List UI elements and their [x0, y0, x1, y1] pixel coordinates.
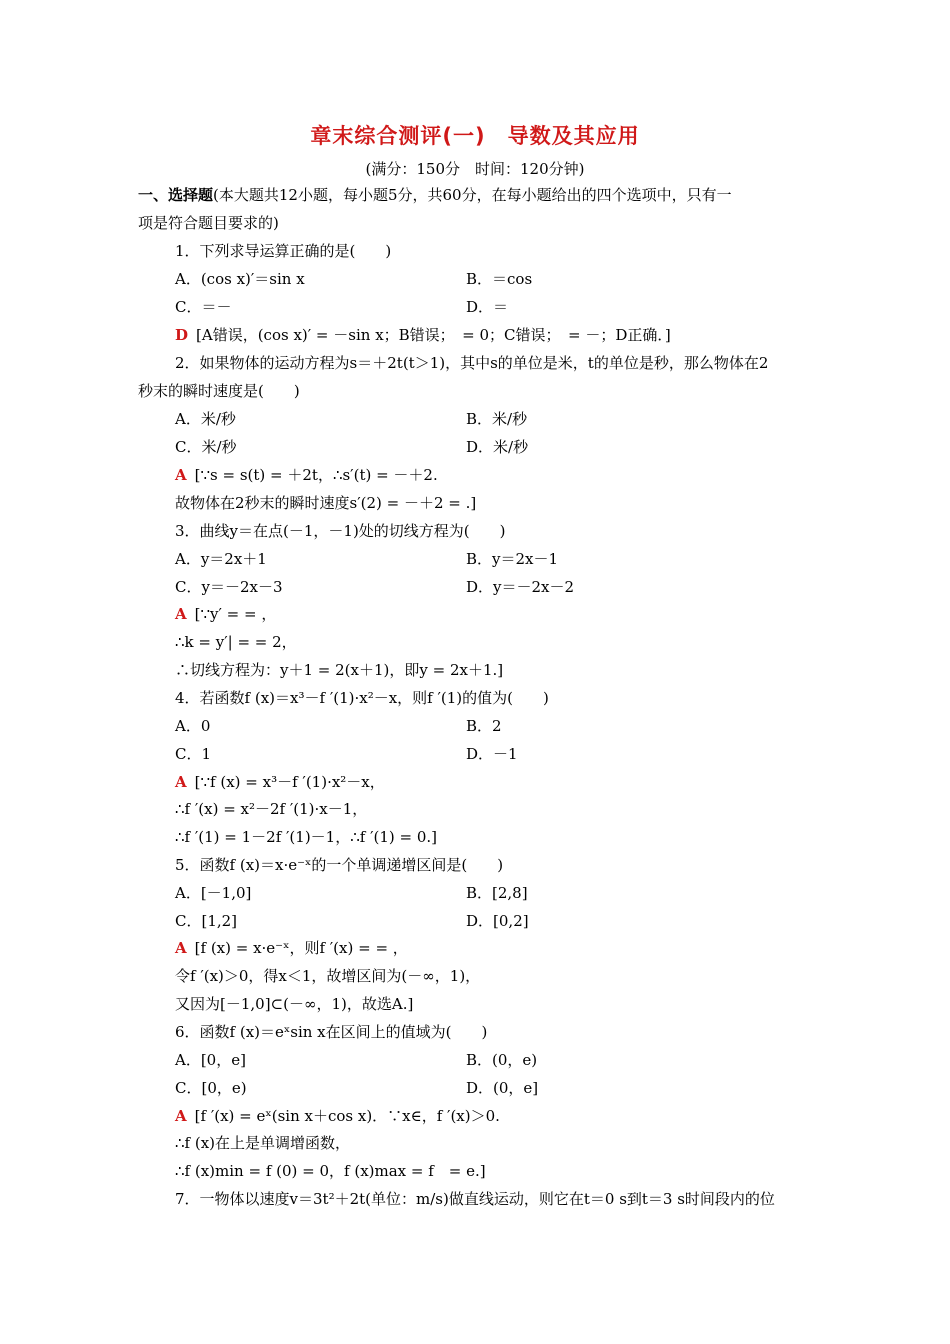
- answer-5-cont: 又因为[－1,0]⊂(－∞，1)，故选A.]: [175, 995, 414, 1013]
- option-a: A．[－1,0]: [175, 884, 252, 902]
- option-a: A．[0，e]: [175, 1051, 246, 1069]
- option-b: B．米/秒: [466, 410, 528, 428]
- option-a: A．米/秒: [175, 410, 236, 428]
- question-6: 6．函数f (x)＝eˣsin x在区间上的值域为( ): [175, 1023, 488, 1041]
- option-d: D．y＝－2x－2: [466, 578, 575, 596]
- option-b: B．y＝2x－1: [466, 550, 559, 568]
- answer-5-cont: 令f ′(x)＞0，得x＜1，故增区间为(－∞，1)，: [175, 967, 481, 985]
- option-c: C．＝－: [175, 298, 232, 316]
- question-7: 7．一物体以速度v＝3t²＋2t(单位：m/s)做直线运动，则它在t＝0 s到t＝3 s时间段内的位: [175, 1190, 775, 1208]
- option-c: C．y＝－2x－3: [175, 578, 283, 596]
- option-c: C．米/秒: [175, 438, 237, 456]
- answer-3-cont: ∴切线方程为：y＋1 = 2(x＋1)，即y = 2x＋1.]: [175, 661, 504, 679]
- answer-4-cont: ∴f ′(x) = x²－2f ′(1)·x－1，: [175, 800, 368, 818]
- answer-3-cont: ∴k = y′| = = 2，: [175, 633, 297, 651]
- question-5: 5．函数f (x)＝x·e⁻ˣ的一个单调递增区间是( ): [175, 856, 504, 874]
- question-3: 3．曲线y＝在点(－1，－1)处的切线方程为( ): [175, 522, 506, 540]
- answer-4: A [∵f (x) = x³－f ′(1)·x²－x，: [175, 773, 385, 791]
- option-d: D．－1: [466, 745, 518, 763]
- answer-5: A [f (x) = x·e⁻ˣ，则f ′(x) = = ，: [175, 939, 408, 957]
- option-d: D．(0，e]: [466, 1079, 539, 1097]
- answer-6-cont: ∴f (x)min = f (0) = 0，f (x)max = f = e.]: [175, 1162, 486, 1180]
- answer-6: A [f ′(x) = eˣ(sin x＋cos x)．∵x∈，f ′(x)＞0.: [175, 1107, 500, 1125]
- answer-4-cont: ∴f ′(1) = 1－2f ′(1)－1，∴f ′(1) = 0.]: [175, 828, 438, 846]
- option-d: D．[0,2]: [466, 912, 529, 930]
- option-c: C．1: [175, 745, 212, 763]
- option-b: B．[2,8]: [466, 884, 528, 902]
- section-intro-cont: 项是符合题目要求的): [138, 214, 279, 232]
- option-a: A．y＝2x＋1: [175, 550, 267, 568]
- answer-letter: A: [175, 605, 187, 623]
- answer-3: A [∵y′ = = ，: [175, 605, 277, 623]
- option-b: B．2: [466, 717, 502, 735]
- option-a: A．0: [175, 717, 211, 735]
- question-2-cont: 秒末的瞬时速度是( ): [138, 382, 300, 400]
- option-b: B．(0，e): [466, 1051, 538, 1069]
- answer-2: A [∵s = s(t) = ＋2t，∴s′(t) = －＋2.: [175, 466, 438, 484]
- page-title: 章末综合测评(一) 导数及其应用: [310, 124, 640, 148]
- answer-1: D [A错误，(cos x)′ = －sin x；B错误； = 0；C错误； = －；D正确．]: [175, 326, 671, 344]
- option-b: B．＝cos: [466, 270, 533, 288]
- answer-letter: D: [175, 326, 189, 344]
- question-4: 4．若函数f (x)＝x³－f ′(1)·x²－x，则f ′(1)的值为( ): [175, 689, 549, 707]
- section-intro: 一、选择题(本大题共12小题，每小题5分，共60分，在每小题给出的四个选项中，只有一: [138, 186, 732, 204]
- answer-letter: A: [175, 1107, 187, 1125]
- question-1: 1．下列求导运算正确的是( ): [175, 242, 392, 260]
- answer-letter: A: [175, 773, 187, 791]
- section-heading: 一、选择题: [138, 186, 214, 204]
- answer-letter: A: [175, 939, 187, 957]
- question-2: 2．如果物体的运动方程为s＝＋2t(t＞1)，其中s的单位是米，t的单位是秒，那么物体在2: [175, 354, 769, 372]
- option-c: C．[1,2]: [175, 912, 238, 930]
- answer-2-cont: 故物体在2秒末的瞬时速度s′(2) = －＋2 = .]: [175, 494, 477, 512]
- answer-letter: A: [175, 466, 187, 484]
- exam-info: (满分：150分 时间：120分钟): [365, 160, 585, 178]
- option-a: A．(cos x)′＝sin x: [175, 270, 305, 288]
- answer-6-cont: ∴f (x)在上是单调增函数，: [175, 1134, 351, 1152]
- option-d: D．米/秒: [466, 438, 529, 456]
- option-d: D．＝: [466, 298, 509, 316]
- option-c: C．[0，e): [175, 1079, 247, 1097]
